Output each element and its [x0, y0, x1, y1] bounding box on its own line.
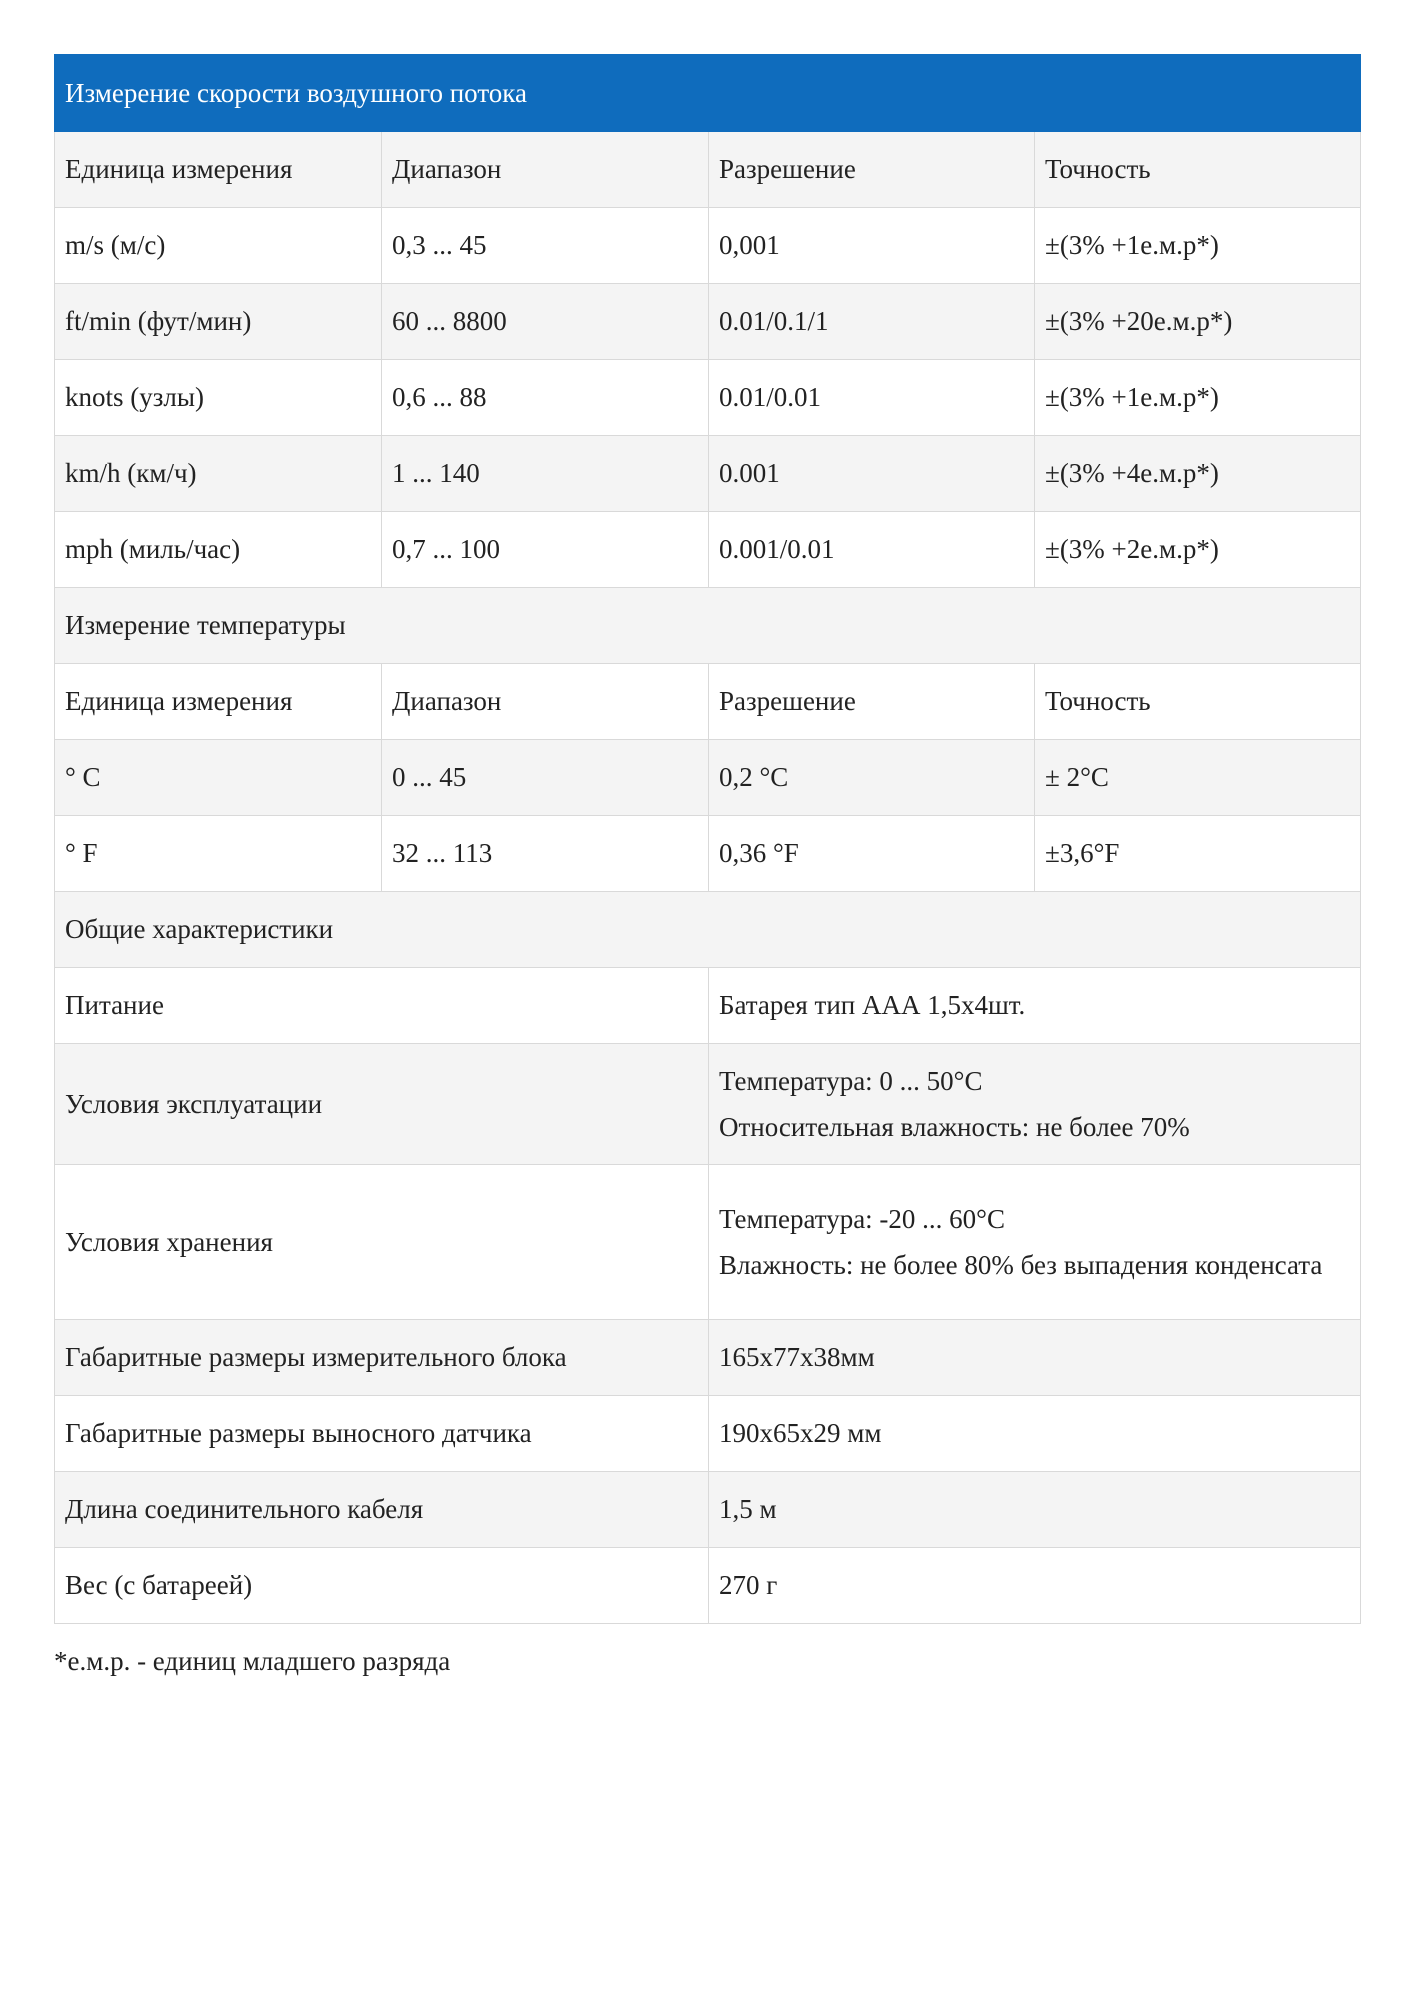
property-label: Габаритные размеры выносного датчика [55, 1396, 709, 1472]
column-header-resolution: Разрешение [709, 664, 1035, 740]
accuracy-cell: ± 2°C [1035, 740, 1361, 816]
accuracy-cell: ±(3% +4е.м.р*) [1035, 436, 1361, 512]
property-label: Длина соединительного кабеля [55, 1472, 709, 1548]
range-cell: 0,7 ... 100 [382, 512, 709, 588]
unit-cell: knots (узлы) [55, 360, 382, 436]
column-header-accuracy: Точность [1035, 132, 1361, 208]
value-line: Температура: -20 ... 60°C [719, 1204, 1005, 1235]
property-value [709, 1472, 1361, 1548]
table-row [55, 512, 1361, 588]
range-cell: 1 ... 140 [382, 436, 709, 512]
table-row [55, 1320, 1361, 1396]
unit-cell: km/h (км/ч) [55, 436, 382, 512]
column-header-range: Диапазон [382, 664, 709, 740]
value-line: Батарея тип ААА 1,5х4шт. [719, 990, 1026, 1021]
property-value [709, 1044, 1361, 1165]
specifications-table [54, 54, 1361, 1624]
accuracy-cell: ±(3% +2е.м.р*) [1035, 512, 1361, 588]
accuracy-cell: ±(3% +1е.м.р*) [1035, 208, 1361, 284]
table-row [55, 740, 1361, 816]
resolution-cell: 0.01/0.1/1 [709, 284, 1035, 360]
value-line: Относительная влажность: не более 70% [719, 1111, 1190, 1142]
resolution-cell: 0,2 °C [709, 740, 1035, 816]
value-line: 190х65х29 мм [719, 1418, 882, 1449]
unit-cell: ° F [55, 816, 382, 892]
temperature-header-row [55, 664, 1361, 740]
resolution-cell: 0,001 [709, 208, 1035, 284]
property-label: Вес (с батареей) [55, 1548, 709, 1624]
range-cell: 0,6 ... 88 [382, 360, 709, 436]
unit-cell: ft/min (фут/мин) [55, 284, 382, 360]
range-cell: 0,3 ... 45 [382, 208, 709, 284]
value-line: 165х77х38мм [719, 1342, 875, 1373]
resolution-cell: 0,36 °F [709, 816, 1035, 892]
table-row [55, 208, 1361, 284]
table-row [55, 436, 1361, 512]
column-header-resolution: Разрешение [709, 132, 1035, 208]
accuracy-cell: ±3,6°F [1035, 816, 1361, 892]
property-label: Питание [55, 968, 709, 1044]
property-label: Условия эксплуатации [55, 1044, 709, 1165]
property-value [709, 1320, 1361, 1396]
resolution-cell: 0.001 [709, 436, 1035, 512]
temperature-section-title-row [55, 588, 1361, 664]
airflow-section-title: Измерение скорости воздушного потока [55, 55, 1361, 132]
general-section-title: Общие характеристики [55, 892, 1361, 968]
table-row [55, 1044, 1361, 1165]
range-cell: 0 ... 45 [382, 740, 709, 816]
column-header-unit: Единица измерения [55, 664, 382, 740]
table-row [55, 284, 1361, 360]
table-row [55, 968, 1361, 1044]
value-line: Температура: 0 ... 50°C [719, 1066, 983, 1097]
accuracy-cell: ±(3% +20е.м.р*) [1035, 284, 1361, 360]
property-label: Габаритные размеры измерительного блока [55, 1320, 709, 1396]
unit-cell: mph (миль/час) [55, 512, 382, 588]
accuracy-cell: ±(3% +1е.м.р*) [1035, 360, 1361, 436]
column-header-range: Диапазон [382, 132, 709, 208]
property-value [709, 1165, 1361, 1320]
table-row [55, 1165, 1361, 1320]
resolution-cell: 0.01/0.01 [709, 360, 1035, 436]
table-row [55, 816, 1361, 892]
value-line: 270 г [719, 1570, 778, 1601]
temperature-section-title: Измерение температуры [55, 588, 1361, 664]
unit-cell: m/s (м/с) [55, 208, 382, 284]
resolution-cell: 0.001/0.01 [709, 512, 1035, 588]
spec-sheet [54, 54, 1360, 1677]
column-header-accuracy: Точность [1035, 664, 1361, 740]
value-line: 1,5 м [719, 1494, 777, 1525]
range-cell: 60 ... 8800 [382, 284, 709, 360]
table-row [55, 1472, 1361, 1548]
table-row [55, 1396, 1361, 1472]
airflow-header-row [55, 132, 1361, 208]
property-value [709, 1396, 1361, 1472]
table-row [55, 1548, 1361, 1624]
value-line: Влажность: не более 80% без выпадения конденсата [719, 1249, 1323, 1280]
property-value [709, 968, 1361, 1044]
footnote: *е.м.р. - единиц младшего разряда [54, 1646, 451, 1676]
general-section-title-row [55, 892, 1361, 968]
property-label: Условия хранения [55, 1165, 709, 1320]
property-value [709, 1548, 1361, 1624]
airflow-section-title-row [55, 55, 1361, 132]
table-row [55, 360, 1361, 436]
range-cell: 32 ... 113 [382, 816, 709, 892]
unit-cell: ° C [55, 740, 382, 816]
column-header-unit: Единица измерения [55, 132, 382, 208]
